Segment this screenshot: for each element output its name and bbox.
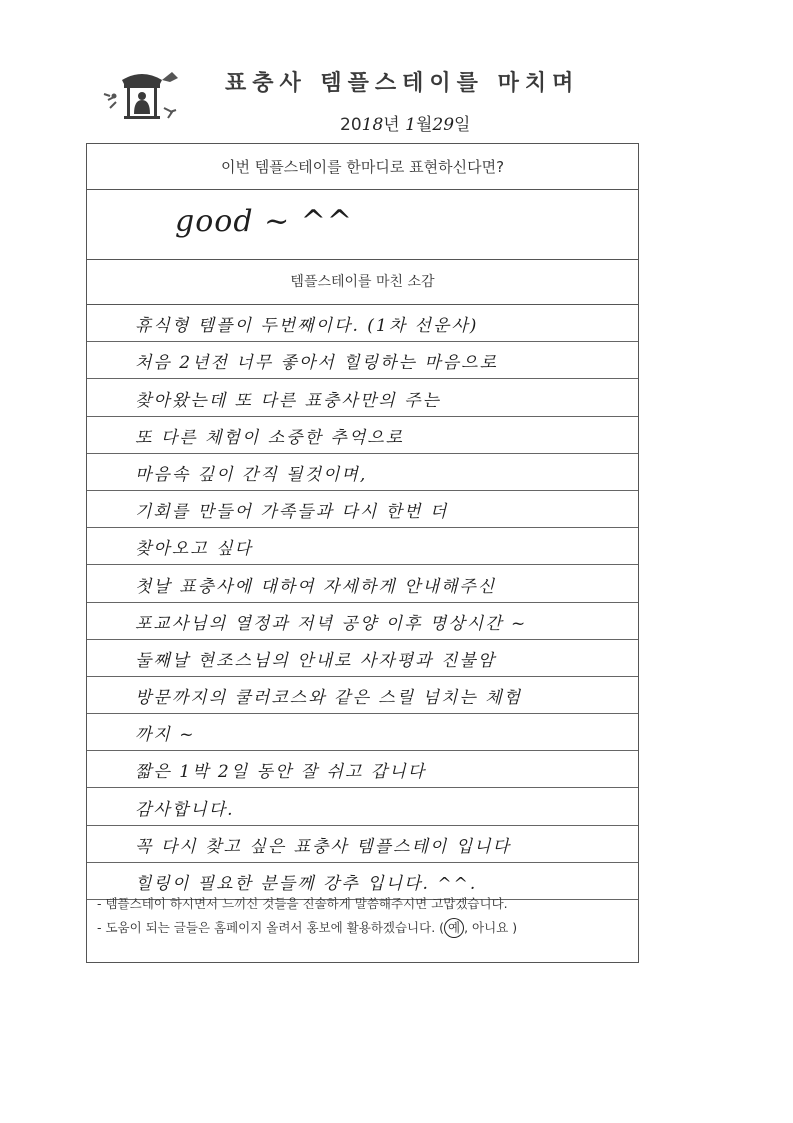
impression-line-text: 까지 ~ — [135, 725, 196, 746]
date-year-suffix: 년 — [383, 115, 400, 135]
impression-line-text: 찾아왔는데 또 다른 표충사만의 주는 — [135, 390, 441, 411]
impression-line — [87, 417, 638, 454]
answer-one-box — [87, 190, 638, 260]
impression-line — [87, 677, 638, 714]
impression-line — [87, 788, 638, 825]
impression-line-text: 찾아오고 싶다 — [135, 539, 253, 560]
impression-lines — [87, 305, 638, 900]
impression-line — [87, 491, 638, 528]
page-title: 표충사 템플스테이를 마치며 — [225, 70, 580, 96]
impression-line — [87, 379, 638, 416]
impression-line-text: 마음속 깊이 간직 될것이며, — [135, 464, 368, 485]
impression-line — [87, 528, 638, 565]
date-month-suffix: 월 — [415, 115, 433, 135]
impression-line — [87, 714, 638, 751]
impression-line-text: 또 다른 체험이 소중한 추억으로 — [135, 427, 405, 448]
answer-one-handwritten: good ~ ^^ — [175, 204, 354, 239]
note-homepage-consent — [97, 916, 627, 940]
impression-line-text: 처음 2년전 너무 좋아서 힐링하는 마음으로 — [135, 353, 499, 374]
impression-line-text: 둘째날 현조스님의 안내로 사자평과 진불암 — [135, 650, 497, 671]
date-day-handwritten: 29 — [432, 115, 455, 135]
impression-line-text: 방문까지의 쿨러코스와 같은 스릴 넘치는 체험 — [135, 688, 523, 709]
consent-yes-circled: 예 — [444, 918, 464, 938]
impression-line-text: 힐링이 필요한 분들께 강추 입니다. ^^. — [135, 874, 478, 894]
feedback-form — [86, 143, 639, 963]
impression-line — [87, 640, 638, 677]
impression-line-text: 기회를 만들어 가족들과 다시 한번 더 — [135, 502, 449, 523]
impression-line — [87, 603, 638, 640]
temple-buddha-logo-icon — [100, 66, 184, 124]
form-notes — [97, 892, 627, 940]
question-two-impression: 템플스테이를 마친 소감 — [87, 260, 638, 305]
impression-line — [87, 454, 638, 491]
impression-line — [87, 305, 638, 342]
date-year-handwritten: 18 — [361, 115, 384, 135]
date-month-handwritten: 1 — [405, 115, 416, 135]
impression-line-text: 꼭 다시 찾고 싶은 표충사 템플스테이 입니다 — [135, 836, 512, 857]
note-honest-feedback: - 템플스테이 하시면서 느끼신 것들을 진솔하게 말씀해주시면 고맙겠습니다. — [97, 896, 508, 911]
impression-line-text: 첫날 표충사에 대하여 자세하게 안내해주신 — [135, 576, 497, 597]
impression-line-text: 포교사님의 열정과 저녁 공양 이후 명상시간 ~ — [135, 613, 528, 634]
impression-line — [87, 342, 638, 379]
consent-suffix: , 아니요 ) — [464, 920, 518, 935]
impression-line-text: 휴식형 템플이 두번째이다. (1차 선운사) — [135, 316, 479, 337]
impression-line-text: 짧은 1박 2일 동안 잘 쉬고 갑니다 — [135, 762, 427, 783]
question-one-expression: 이번 템플스테이를 한마디로 표현하신다면? — [87, 144, 638, 190]
consent-prefix: - 도움이 되는 글들은 홈페이지 올려서 홍보에 활용하겠습니다. ( — [97, 920, 445, 935]
impression-line-text: 감사합니다. — [135, 799, 235, 820]
impression-line — [87, 826, 638, 863]
date-line — [340, 110, 470, 135]
impression-line — [87, 565, 638, 602]
date-prefix: 20 — [340, 115, 362, 135]
impression-line — [87, 751, 638, 788]
date-day-suffix: 일 — [454, 115, 471, 135]
